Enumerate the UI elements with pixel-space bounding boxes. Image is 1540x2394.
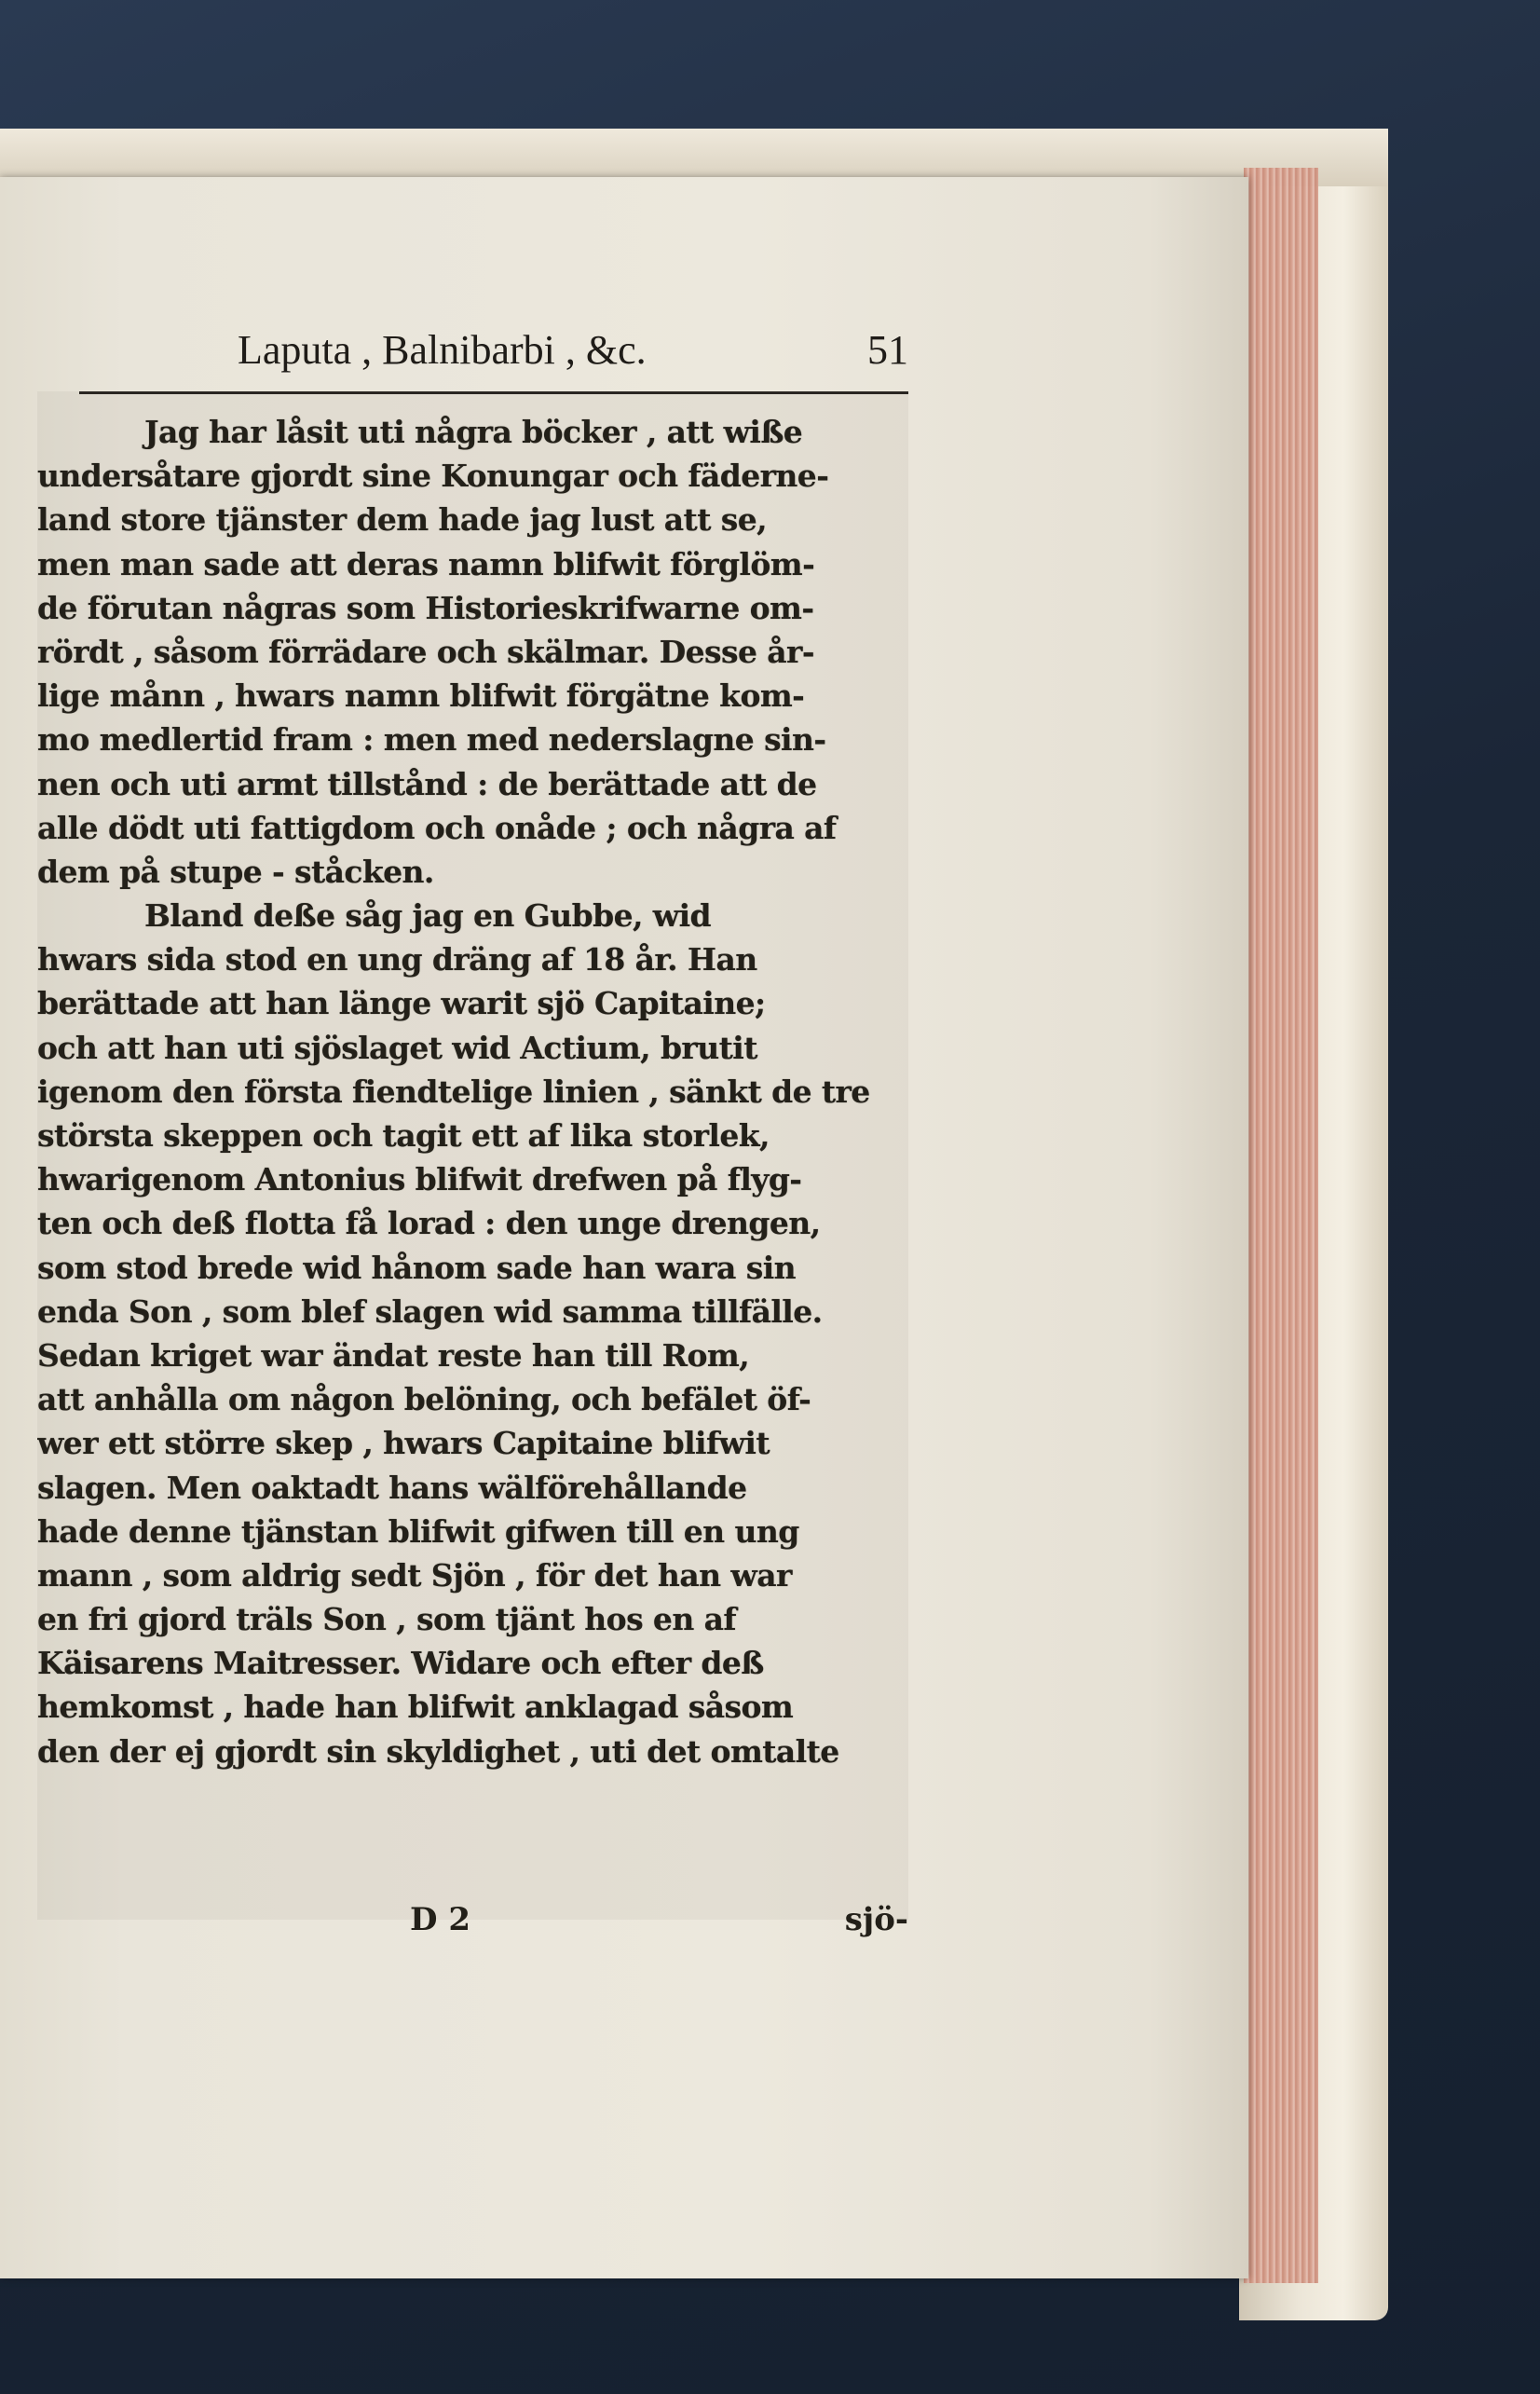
text-line: hade denne tjänstan blifwit gifwen till en ung <box>37 1512 799 1550</box>
header-rule <box>79 391 908 394</box>
text-line: Sedan kriget war ändat reste han till Rom, <box>37 1336 750 1374</box>
text-line: lige månn , hwars namn blifwit förgätne kom- <box>37 677 805 715</box>
text-line: igenom den första fiendtelige linien , sänkt de tre <box>37 1073 870 1110</box>
text-line: dem på stupe - ståcken. <box>37 853 434 890</box>
running-head: Laputa , Balnibarbi , &c. <box>238 327 647 373</box>
text-line: de förutan någras som Historieskrifwarne om- <box>37 589 814 626</box>
text-line: hwarigenom Antonius blifwit drefwen på flyg- <box>37 1161 802 1198</box>
text-line: slagen. Men oaktadt hans wälförehållande <box>37 1469 747 1506</box>
text-line: och att han uti sjöslaget wid Actium, brutit <box>37 1029 757 1066</box>
text-line: en fri gjord träls Son , som tjänt hos en af <box>37 1601 736 1638</box>
text-line: enda Son , som blef slagen wid samma tillfälle. <box>37 1293 823 1330</box>
text-line: undersåtare gjordt sine Konungar och fäderne- <box>37 458 829 495</box>
text-line: land store tjänster dem hade jag lust att se, <box>37 501 767 539</box>
page-footer <box>37 1901 908 1948</box>
text-line: största skeppen och tagit ett af lika storlek, <box>37 1117 770 1154</box>
text-line: rördt , såsom förrädare och skälmar. Desse år- <box>37 633 814 670</box>
text-line: berättade att han länge warit sjö Capitaine; <box>37 985 766 1022</box>
text-line: mann , som aldrig sedt Sjön , för det han war <box>37 1556 792 1594</box>
page-edges-red <box>1244 168 1318 2283</box>
signature-mark: D 2 <box>410 1901 470 1938</box>
text-line: hemkomst , hade han blifwit anklagad såsom <box>37 1689 794 1726</box>
text-line: mo medlertid fram : men med nederslagne sin- <box>37 721 826 759</box>
text-line: att anhålla om någon belöning, och befälet öf- <box>37 1381 811 1418</box>
text-line: men man sade att deras namn blifwit förglöm- <box>37 545 815 582</box>
text-line: den der ej gjordt sin skyldighet , uti det omtalte <box>37 1732 839 1770</box>
text-line: som stod brede wid hånom sade han wara sin <box>37 1249 797 1286</box>
text-line: wer ett större skep , hwars Capitaine blifwit <box>37 1425 770 1462</box>
text-line: Bland deße såg jag en Gubbe, wid <box>144 897 711 935</box>
text-line: Jag har låsit uti några böcker , att wiße <box>144 414 803 450</box>
text-line: ten och deß flotta få lorad : den unge drengen, <box>37 1205 821 1242</box>
text-line: nen och uti armt tillstånd : de berättade att de <box>37 765 817 802</box>
text-line: hwars sida stod en ung dräng af 18 år. Han <box>37 941 757 978</box>
page-header <box>238 326 908 391</box>
catchword: sjö- <box>844 1901 908 1938</box>
body-text <box>37 410 908 1773</box>
text-line: Käisarens Maitresser. Widare och efter deß <box>37 1645 764 1682</box>
page-number: 51 <box>867 327 908 373</box>
text-line: alle dödt uti fattigdom och onåde ; och några af <box>37 809 837 846</box>
